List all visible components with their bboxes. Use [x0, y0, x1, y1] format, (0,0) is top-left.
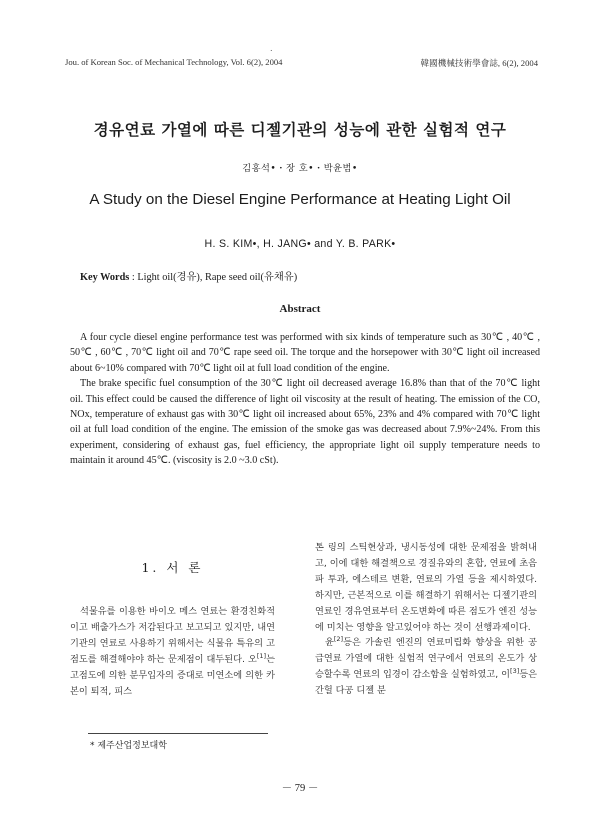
- keywords: [80, 268, 297, 283]
- body-paragraph: [70, 604, 275, 699]
- title-korean: 경유연료 가열에 따른 디젤기관의 성능에 관한 실험적 연구: [93, 120, 507, 139]
- authors-korean: 김홍석•・장 호•・박윤범•: [242, 163, 358, 174]
- body-text: 등은 간헐 다공 디젤 분: [315, 669, 538, 697]
- abstract-paragraph: A four cycle diesel engine performance test was performed with six kinds of temperature such as 30℃ , 40℃ , 50℃ , 60℃ , 70℃ light oil and 70℃ rape seed oil. The torque and the horsepower with 30℃ light oil increased about 6~10% compared with 70℃ light oil at full load condition of the engine.: [70, 332, 540, 374]
- abstract-body: [70, 330, 540, 469]
- running-header-left: Jou. of Korean Soc. of Mechanical Technology, Vol. 6(2), 2004: [65, 57, 283, 67]
- running-header-right: 韓國機械技術學會誌, 6(2), 2004: [420, 58, 538, 68]
- keywords-text: : Light oil(경유), Rape seed oil(유채유): [129, 272, 298, 283]
- body-text: 윤: [325, 637, 334, 649]
- footnote-rule: [88, 733, 268, 734]
- body-paragraph: [315, 635, 537, 699]
- title-english: A Study on the Diesel Engine Performance at Heating Light Oil: [89, 191, 511, 208]
- page-number: － 79 －: [281, 783, 319, 794]
- body-paragraph: 톤 링의 스틱현상과, 냉시동성에 대한 문제점을 밝혀내고, 이에 대한 해결책으로 경질유와의 혼합, 연료에 초음파 투과, 에스테르 변환, 연료의 가열 등을 제시하였다. 하지만, 근본적으로 이를 해결하기 위해서는 디젤기관의 연료인 경유연료부터 온도변화에 따른 점도가 엔진 성능에 미치는 영향을 알고있어야 하는 것이 선행과제이다.: [315, 542, 537, 633]
- authors-english: H. S. KIM•, H. JANG• and Y. B. PARK•: [204, 238, 396, 250]
- left-column: [70, 604, 275, 699]
- abstract-paragraph: The brake specific fuel consumption of the 30℃ light oil decreased average 16.8% than that of the 70℃ light oil. This effect could be caused the difference of light oil viscosity at the result of heating. The emission of the CO, NOx, temperature of exhaust gas with 30℃ light oil increased about 65%, 23% and 4% compared with 70℃ light oil at full load condition of the engine. The emission of the smoke gas was decreased about 7.9%~24%. From this experiment, considering of exhaust gas, fuel efficiency, the appropriate light oil supply temperature needs to maintain it around 45℃. (viscosity is 2.0 ~3.0 cSt).: [70, 378, 540, 467]
- body-text: 석물유를 이용한 바이오 메스 연료는 환경친화적이고 배출가스가 저감된다고 보고되고 있지만, 내연기관의 연료로 사용하기 위해서는 식물유 특유의 고점도를 해결해야야 하는 문제점이 대두된다. 오: [70, 606, 275, 665]
- affiliation-footnote: * 제주산업정보대학: [90, 741, 167, 751]
- section-heading: 1. 서 론: [141, 560, 204, 575]
- right-column: [315, 540, 537, 699]
- keywords-label: Key Words: [80, 272, 130, 283]
- citation: [1]: [256, 651, 267, 660]
- header-mark: .: [270, 44, 273, 53]
- citation: [2]: [333, 635, 344, 644]
- body-text: 는 고점도에 의한 분무입자의 증대로 미연소에 의한 카본이 퇴적, 피스: [70, 653, 275, 697]
- abstract-heading: Abstract: [279, 303, 321, 315]
- body-text: 등은 가솔린 엔진의 연료미립화 향상을 위한 공급연료 가열에 대한 실험적 연구에서 연료의 온도가 상승할수록 연료의 입경이 감소함을 실험하였고, 이: [315, 637, 537, 681]
- citation: [3]: [510, 667, 520, 676]
